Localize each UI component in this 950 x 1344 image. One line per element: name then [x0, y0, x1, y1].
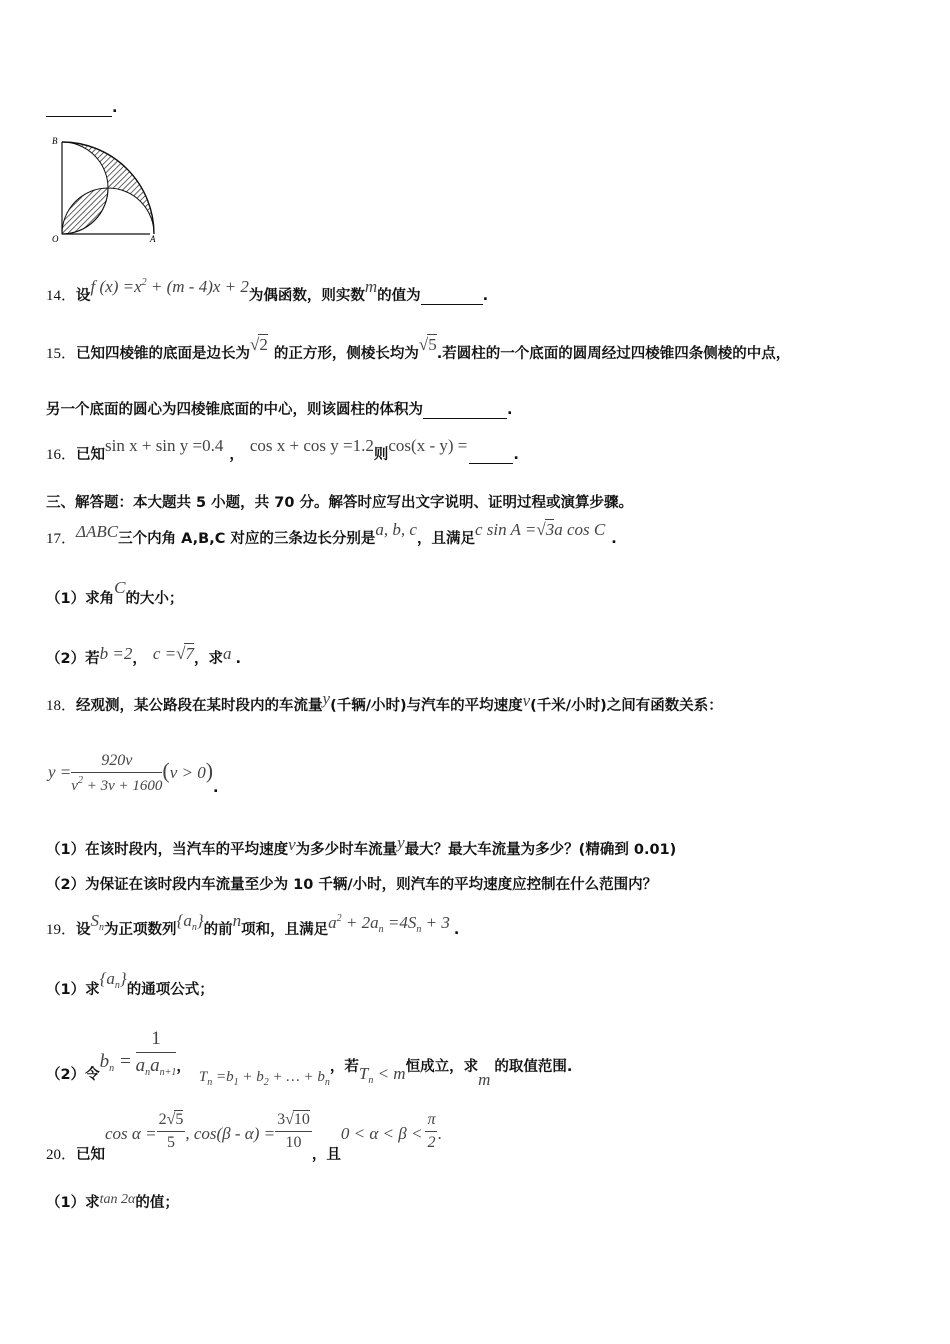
question-19-part-1: （1）求$\{a_n\}$的通项公式； [46, 969, 214, 998]
sqrt-2: √2 [250, 335, 268, 354]
question-18-part-2: （2）为保证在该时段内车流量至少为 10 千辆/小时，则汽车的平均速度应控制在什么范围内？ [46, 877, 658, 893]
question-17-part-1: （1）求角C的大小； [46, 578, 184, 607]
question-14: 14．设f $(x) =x^2 + (m - 4)x + 2$为偶函数，则实数m的值为 . [46, 277, 489, 304]
answer-blank [46, 100, 112, 117]
answer-blank [421, 288, 483, 305]
question-19-part-2: （2）令$b_n$ = $\frac{1}{a_na_{n+1}}$ ，$T_n =b_1 + b_2$ + … + $b_n$，若$T_n < m$恒成立，求m的取值范围. [46, 1028, 573, 1089]
quarter-circle-figure [50, 132, 165, 247]
question-15-line2: 另一个底面的圆心为四棱锥底面的中心，则该圆柱的体积为 . [46, 402, 513, 418]
question-19: 19．设$S_n$为正项数列$\{a_n\}$的前n项和，且满足$a^2 + 2a_n =4S_n + 3$ . [46, 911, 460, 938]
question-20-part-1: （1）求tan 2α的值； [46, 1192, 179, 1211]
condition-equation: c sin A =√3a cos C [474, 520, 606, 539]
shaded-region-left [62, 188, 108, 234]
traffic-function: y = $\frac{920v}{v^2 + 3v + 1600}$ (v > 0). [48, 752, 219, 796]
answer-blank [469, 447, 513, 464]
section-heading: 三、解答题：本大题共 5 小题，共 70 分。解答时应写出文字说明、证明过程或演算步骤。 [46, 495, 633, 511]
label-b: B [52, 136, 58, 146]
label-o: O [52, 234, 59, 244]
question-15: 15．已知四棱锥的底面是边长为√2 的正方形，侧棱长均为√5.若圆柱的一个底面的圆周经过四棱锥四条侧棱的中点， [46, 335, 791, 362]
question-17-part-2: （2）若b =2， c =√7，求a . [46, 644, 241, 667]
previous-question-tail: . [46, 100, 118, 117]
question-16: 16．已知sin x + sin y =0.4 ， cos x + cos y =1.2则cos(x - y) = . [46, 436, 519, 463]
label-a: A [150, 234, 156, 244]
sqrt-5: √5 [418, 335, 437, 354]
question-20: 20．已知cos α = $\frac{2√5}{5}$ , cos(β - α) = $\frac{3√10}{10}$ ，且0 < α < β < $\frac{\pi}{2}$ . [46, 1110, 442, 1163]
question-18-part-1: （1）在该时段内，当汽车的平均速度v为多少时车流量y最大？最大车流量为多少？(精确到 0.01) [46, 833, 677, 858]
function-expression: f $(x) =x^2 + (m - 4)x + 2$ [90, 277, 249, 296]
question-18: 18．经观测，某公路段在某时段内的车流量y(千辆/小时)与汽车的平均速度v(千米/小时)之间有函数关系： [46, 689, 723, 714]
sequence-condition: $a^2 + 2a_n =4S_n + 3$ [328, 913, 450, 935]
question-17: 17．ΔABC三个内角 A,B,C 对应的三条边长分别是a, b, c，且满足c sin A =√3a cos C . [46, 520, 617, 547]
tn-sum: $T_n =b_1 + b_2$ + … + $b_n$ [198, 1069, 330, 1088]
answer-blank [423, 402, 507, 419]
